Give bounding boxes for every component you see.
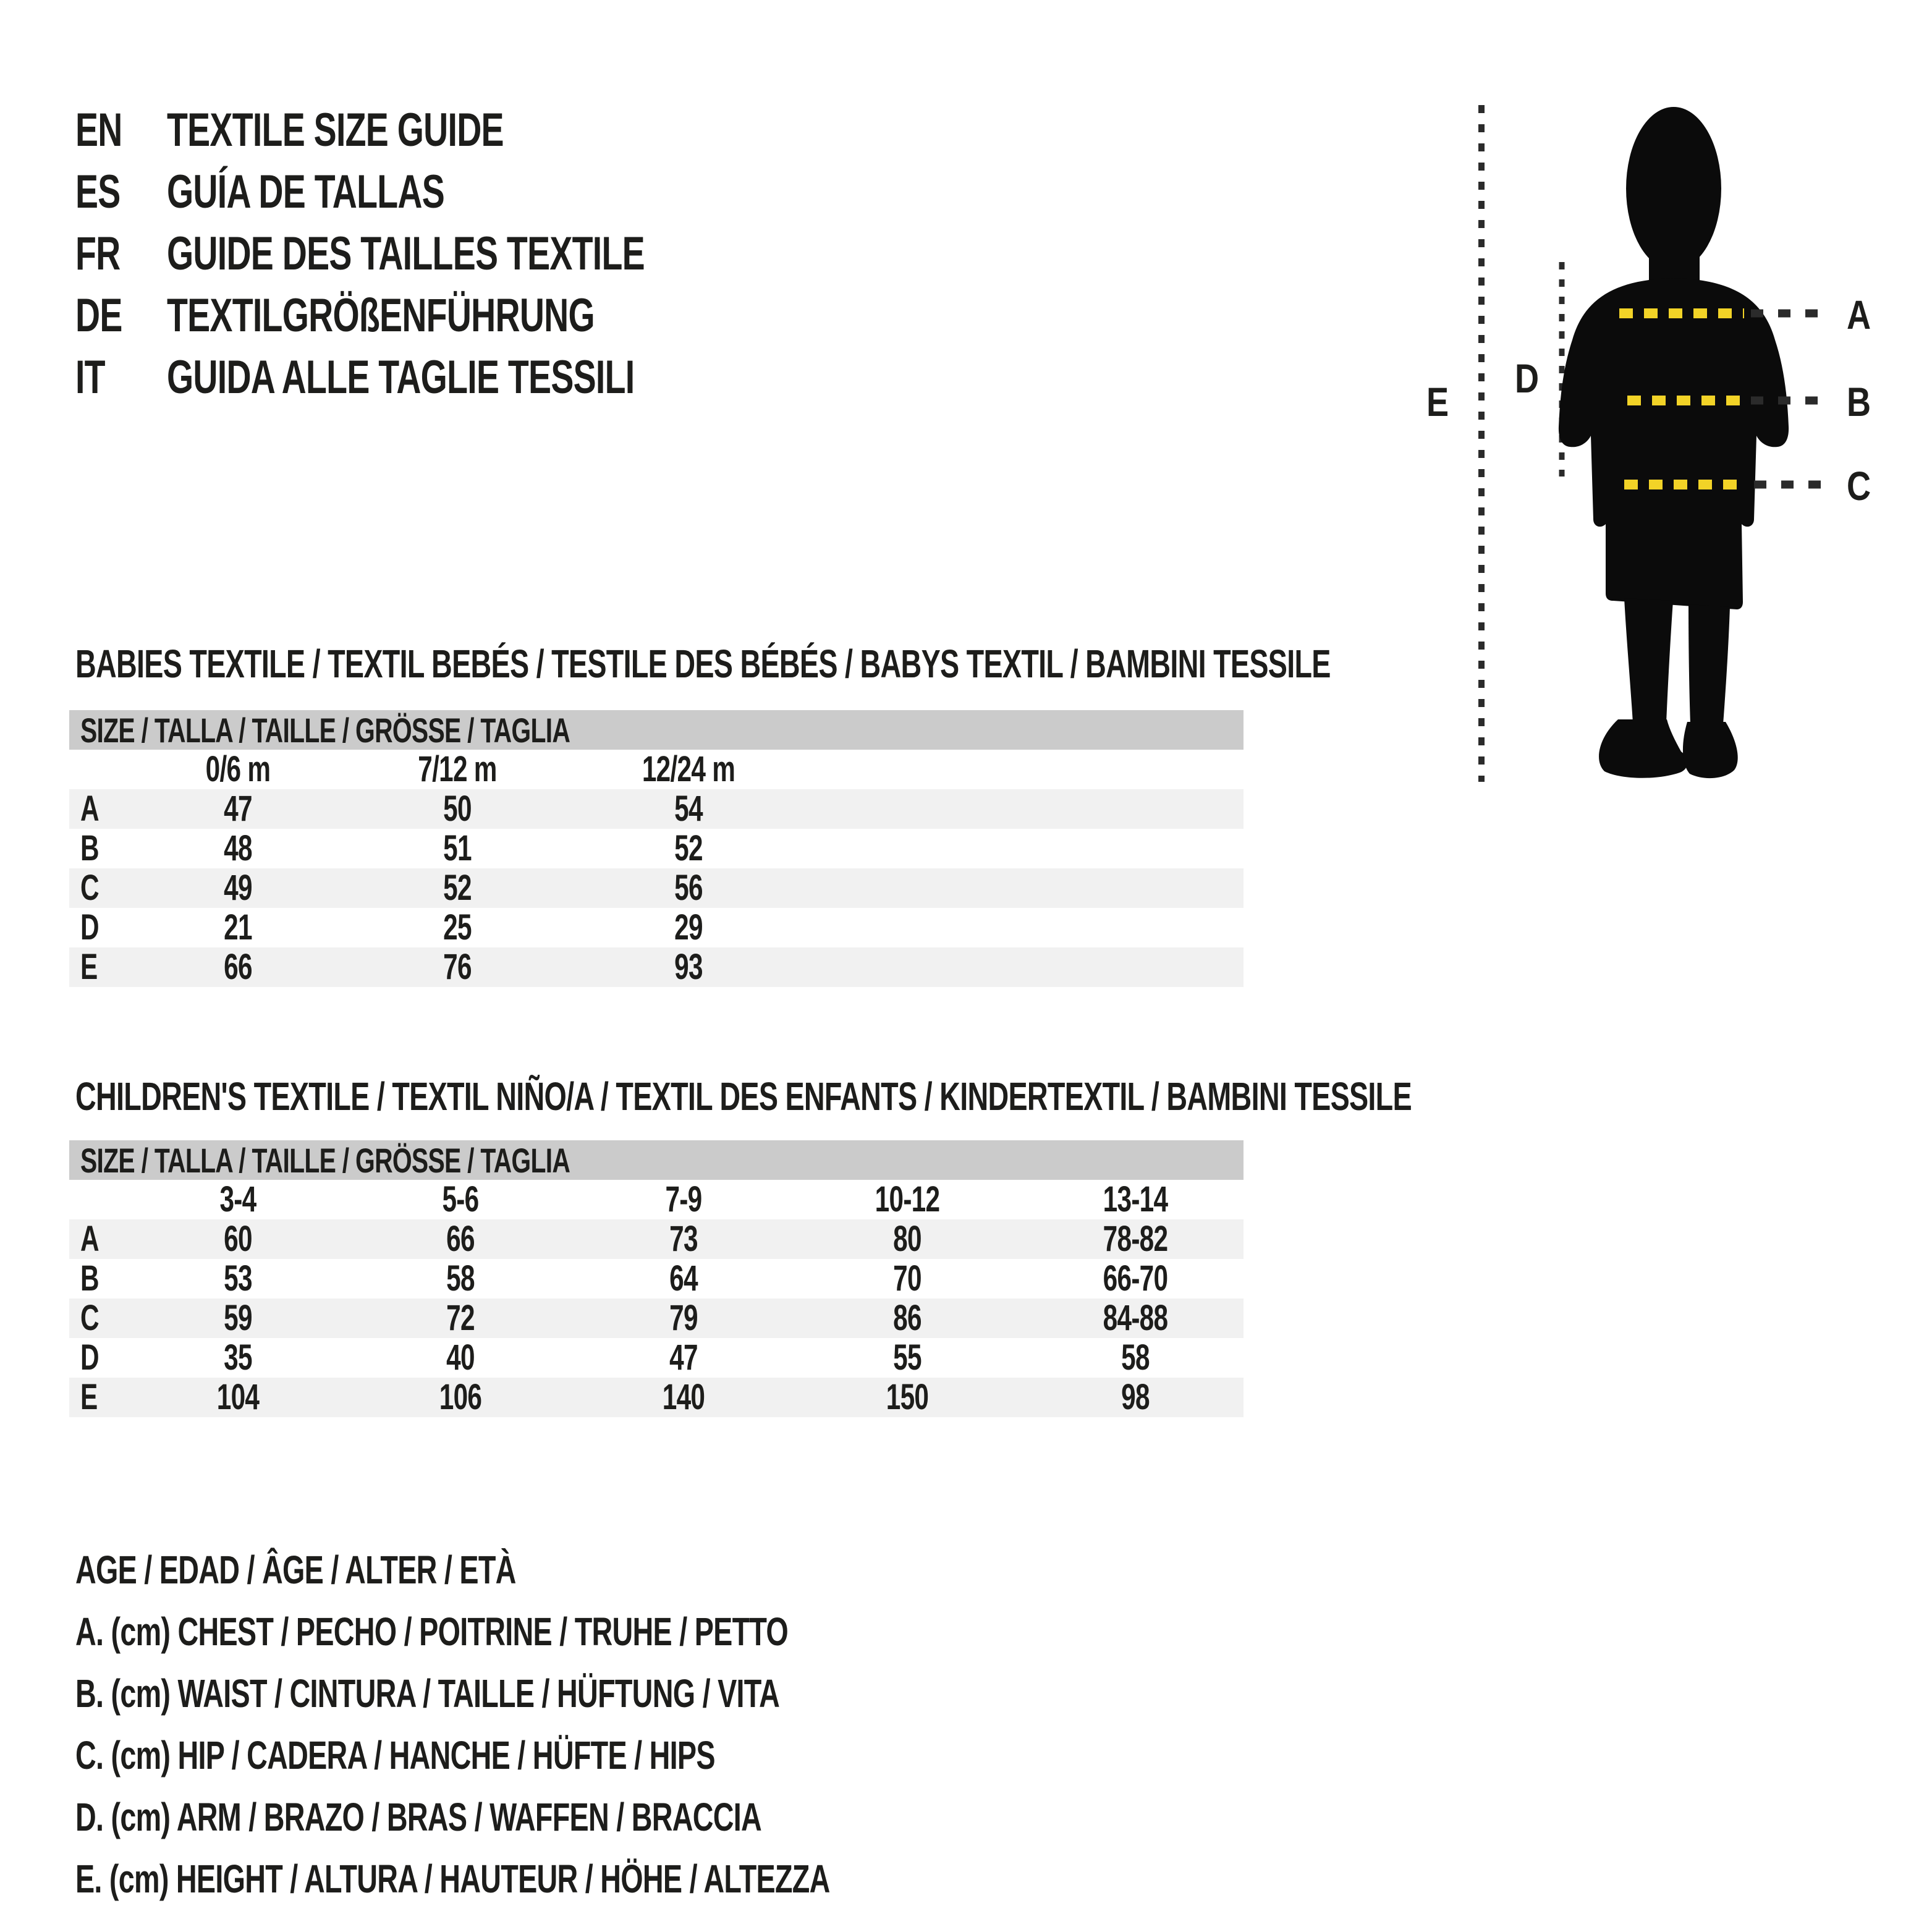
figure-label-d: D [1515, 355, 1539, 401]
children-row-a: A 60 66 73 80 78-82 [69, 1219, 1244, 1259]
children-table-header-text: SIZE / TALLA / TAILLE / GRÖSSE / TAGLIA [80, 1140, 570, 1180]
babies-col-0-6m: 0/6 m [205, 749, 271, 789]
silhouette-torso [1559, 278, 1789, 609]
lang-code-en: EN [75, 103, 122, 156]
lang-code-de: DE [75, 289, 122, 342]
lang-label-fr: GUIDE DES TAILLES TEXTILE [167, 227, 645, 280]
silhouette-right-shoe [1683, 722, 1738, 778]
silhouette-left-shoe [1599, 719, 1687, 778]
legend-b-waist: B. (cm) WAIST / CINTURA / TAILLE / HÜFTUNG / VITA [75, 1671, 780, 1716]
lang-code-es: ES [75, 165, 121, 218]
babies-row-b: B 48 51 52 [80, 828, 703, 868]
lang-row-de [75, 284, 753, 346]
legend-d-arm: D. (cm) ARM / BRAZO / BRAS / WAFFEN / BRACCIA [75, 1795, 762, 1839]
silhouette-neck [1649, 235, 1700, 286]
babies-row-e: E 66 76 93 [69, 947, 1244, 987]
children-table-header-bar [69, 1140, 1244, 1180]
children-section-title: CHILDREN'S TEXTILE / TEXTIL NIÑO/A / TEXTIL DES ENFANTS / KINDERTEXTIL / BAMBINI TESSILE [75, 1074, 1412, 1119]
legend-age: AGE / EDAD / ÂGE / ALTER / ETÀ [75, 1548, 516, 1592]
lang-label-de: TEXTILGRÖßENFÜHRUNG [167, 289, 595, 342]
legend-e-height: E. (cm) HEIGHT / ALTURA / HAUTEUR / HÖHE / ALTEZZA [75, 1857, 830, 1901]
babies-row-d: D 21 25 29 [80, 907, 703, 947]
children-row-d: D 35 40 47 55 58 [80, 1337, 1150, 1378]
children-col-3-4: 3-4 [219, 1179, 256, 1219]
babies-row-a: A 47 50 54 [69, 789, 1244, 829]
babies-size-table [69, 710, 1244, 987]
legend-a-chest: A. (cm) CHEST / PECHO / POITRINE / TRUHE / PETTO [75, 1609, 788, 1654]
figure-label-b: B [1847, 379, 1871, 425]
children-row-e: E 104 106 140 150 98 [69, 1378, 1244, 1417]
babies-row-c: C 49 52 56 [69, 868, 1244, 908]
figure-label-e: E [1426, 379, 1449, 425]
legend-c-hip: C. (cm) HIP / CADERA / HANCHE / HÜFTE / HIPS [75, 1733, 715, 1777]
babies-col-7-12m: 7/12 m [418, 749, 497, 789]
lang-label-it: GUIDA ALLE TAGLIE TESSILI [167, 350, 635, 404]
lang-label-es: GUÍA DE TALLAS [167, 165, 445, 218]
lang-row-es [75, 161, 547, 222]
lang-row-en [75, 99, 628, 161]
children-col-10-12: 10-12 [875, 1179, 940, 1219]
babies-table-header-text: SIZE / TALLA / TAILLE / GRÖSSE / TAGLIA [80, 710, 570, 750]
lang-row-fr [75, 222, 821, 284]
lang-code-it: IT [75, 350, 105, 404]
children-col-13-14: 13-14 [1103, 1179, 1168, 1219]
children-size-table [69, 1140, 1244, 1417]
lang-code-fr: FR [75, 227, 121, 280]
children-row-c: C 59 72 79 86 84-88 [69, 1299, 1244, 1338]
lang-row-it [75, 346, 807, 408]
babies-column-header-row [69, 750, 1244, 789]
lang-label-en: TEXTILE SIZE GUIDE [167, 103, 504, 156]
figure-label-c: C [1847, 463, 1871, 509]
children-col-7-9: 7-9 [665, 1179, 702, 1219]
children-row-b: B 53 58 64 70 66-70 [80, 1258, 1168, 1299]
children-column-header-row [69, 1180, 1244, 1219]
babies-table-header-bar [69, 710, 1244, 750]
babies-col-12-24m: 12/24 m [642, 749, 735, 789]
figure-label-a: A [1847, 292, 1871, 337]
children-col-5-6: 5-6 [442, 1179, 479, 1219]
babies-section-title: BABIES TEXTILE / TEXTIL BEBÉS / TESTILE DES BÉBÉS / BABYS TEXTIL / BAMBINI TESSILE [75, 642, 1331, 686]
